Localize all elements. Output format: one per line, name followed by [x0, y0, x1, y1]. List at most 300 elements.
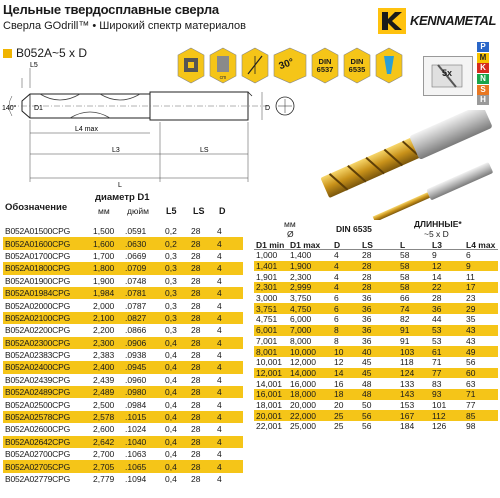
- cell-mm: 2,400: [93, 362, 115, 373]
- cell-d: 4: [217, 412, 222, 423]
- cell-l: 91: [400, 335, 410, 346]
- table-row: [3, 312, 243, 324]
- cell-ls: 28: [191, 387, 201, 398]
- cell-l: 118: [400, 357, 414, 368]
- cell-d1min: 3,751: [256, 303, 278, 314]
- cell-l4: 9: [466, 261, 471, 272]
- cell-d1min: 10,001: [256, 357, 282, 368]
- cell-l4: 85: [466, 410, 476, 421]
- cell-l: 74: [400, 303, 410, 314]
- cell-l5: 0,2: [165, 226, 177, 237]
- left-table-header: [3, 193, 243, 225]
- cell-ls: 28: [191, 263, 201, 274]
- cell-l3: 77: [432, 367, 442, 378]
- header-l5: L5: [166, 206, 177, 216]
- table-row: [3, 262, 243, 274]
- material-n: N: [477, 74, 489, 84]
- cell-mm: 2,779: [93, 474, 115, 484]
- cell-d: 4: [217, 250, 222, 261]
- page-header: [0, 0, 500, 44]
- cell-d: 4: [217, 312, 222, 323]
- cell-d1max: 2,999: [290, 282, 312, 293]
- table-row: [3, 324, 243, 336]
- cell-in: .0906: [125, 337, 147, 348]
- cell-l5: 0,3: [165, 300, 177, 311]
- cell-l5: 0,4: [165, 337, 177, 348]
- cell-in: .0630: [125, 238, 147, 249]
- cell-l5: 0,3: [165, 275, 177, 286]
- cell-l: 82: [400, 314, 410, 325]
- table-row: [3, 374, 243, 386]
- cell-l4: 56: [466, 357, 476, 368]
- cell-d1min: 4,751: [256, 314, 278, 325]
- cell-l4: 60: [466, 367, 476, 378]
- header-d: D: [219, 206, 226, 216]
- cell-d: 4: [217, 399, 222, 410]
- cell-mm: 2,642: [93, 436, 115, 447]
- table-row: [3, 398, 243, 410]
- cell-ls: 28: [191, 288, 201, 299]
- material-m: M: [477, 53, 489, 63]
- header-l: L: [400, 240, 406, 250]
- material-p: P: [477, 42, 489, 52]
- cell-d1min: 6,001: [256, 325, 278, 336]
- cell-l: 124: [400, 367, 415, 378]
- cell-d: 4: [217, 325, 222, 336]
- cell-l4: 71: [466, 389, 476, 400]
- header-diameter: диаметр D1: [95, 192, 150, 203]
- table-row: [254, 250, 498, 261]
- coolant-through-icon: [374, 46, 404, 84]
- cell-d1min: 1,401: [256, 261, 278, 272]
- cell-in: .0748: [125, 275, 147, 286]
- cell-code: B052A02439CPG: [5, 374, 70, 385]
- cell-l5: 0,4: [165, 436, 177, 447]
- cell-d: 14: [334, 367, 344, 378]
- cell-code: B052A01500CPG: [5, 226, 70, 237]
- cell-d: 4: [217, 350, 222, 361]
- cell-in: .1094: [125, 474, 147, 484]
- cell-d: 4: [217, 263, 222, 274]
- cell-l5: 0,4: [165, 387, 177, 398]
- brand-logo: [378, 8, 498, 34]
- cell-l5: 0,4: [165, 424, 177, 435]
- right-table-header: [254, 218, 498, 240]
- cell-ls: 28: [191, 300, 201, 311]
- header-mm-right: мм: [284, 219, 296, 229]
- yellow-square-icon: [3, 49, 12, 58]
- cell-l4: 77: [466, 399, 476, 410]
- cell-d1min: 8,001: [256, 346, 278, 357]
- left-product-table: [3, 193, 243, 485]
- cell-d: 4: [217, 424, 222, 435]
- header-d1min: D1 min: [256, 240, 285, 250]
- cell-ls: 45: [362, 357, 372, 368]
- cell-ls: 40: [362, 346, 372, 357]
- header-d-right: D: [334, 240, 341, 250]
- cell-l: 184: [400, 421, 415, 432]
- cell-ls: 28: [191, 325, 201, 336]
- table-row: [254, 336, 498, 347]
- cell-mm: 2,439: [93, 374, 115, 385]
- table-row: [254, 389, 498, 400]
- cell-l: 58: [400, 261, 410, 272]
- cell-d1min: 22,001: [256, 421, 282, 432]
- point-angle-text: 140°: [2, 105, 17, 112]
- table-row: [3, 349, 243, 361]
- cell-l3: 9: [432, 250, 437, 261]
- brand-name: KENNAMETAL: [410, 13, 497, 28]
- cell-l5: 0,4: [165, 412, 177, 423]
- cell-ls: 56: [362, 410, 372, 421]
- cell-mm: 2,489: [93, 387, 115, 398]
- d-label: D: [265, 105, 271, 112]
- cell-d1max: 1,900: [290, 261, 312, 272]
- cell-ls: 28: [362, 250, 372, 261]
- right-dimension-table: [254, 218, 498, 432]
- cell-d1min: 12,001: [256, 367, 282, 378]
- cell-code: B052A01800CPG: [5, 263, 70, 274]
- cell-mm: 2,100: [93, 312, 115, 323]
- table-row: [3, 237, 243, 249]
- cell-in: .0866: [125, 325, 147, 336]
- cell-ls: 50: [362, 399, 372, 410]
- header-d1max: D1 max: [290, 240, 321, 250]
- cell-d: 20: [334, 399, 344, 410]
- cell-d: 4: [217, 461, 222, 472]
- cell-d1max: 25,000: [290, 421, 316, 432]
- cell-mm: 2,600: [93, 424, 115, 435]
- cell-l3: 28: [432, 293, 442, 304]
- table-row: [254, 325, 498, 336]
- cell-d: 4: [217, 288, 222, 299]
- cell-l: 153: [400, 399, 415, 410]
- cell-d1max: 1,400: [290, 250, 312, 261]
- header-ls-right: LS: [362, 240, 373, 250]
- product-code: B052A~5 x D: [16, 46, 88, 60]
- cell-mm: 1,500: [93, 226, 115, 237]
- header-mm: мм: [98, 206, 110, 216]
- cell-in: .0980: [125, 387, 147, 398]
- cell-d: 6: [334, 293, 339, 304]
- cell-mm: 1,600: [93, 238, 115, 249]
- cell-in: .0938: [125, 350, 147, 361]
- cell-ls: 56: [362, 421, 372, 432]
- cell-ls: 36: [362, 303, 372, 314]
- cell-l5: 0,3: [165, 250, 177, 261]
- cell-l: 91: [400, 325, 410, 336]
- header-inch: дюйм: [127, 206, 149, 216]
- cell-ls: 28: [362, 271, 372, 282]
- cell-l4: 43: [466, 335, 476, 346]
- cell-ls: 28: [191, 461, 201, 472]
- table-row: [3, 460, 243, 472]
- din-6537-label: DIN 6537: [310, 46, 340, 84]
- cell-d1max: 3,750: [290, 293, 312, 304]
- cell-l3: 93: [432, 389, 442, 400]
- cell-code: B052A02200CPG: [5, 325, 70, 336]
- material-groups: [421, 42, 497, 106]
- cell-d1min: 2,301: [256, 282, 278, 293]
- cell-d: 4: [217, 387, 222, 398]
- cell-mm: 2,300: [93, 337, 115, 348]
- header-long-ratio: ~5 x D: [424, 229, 449, 239]
- cell-d: 4: [217, 449, 222, 460]
- cell-l3: 53: [432, 335, 442, 346]
- header-ls: LS: [193, 206, 205, 216]
- cell-l: 167: [400, 410, 415, 421]
- cell-l: 58: [400, 271, 410, 282]
- cell-mm: 1,700: [93, 250, 115, 261]
- cell-d1max: 18,000: [290, 389, 316, 400]
- l5-label: L5: [30, 62, 38, 69]
- material-k: K: [477, 63, 489, 73]
- cell-mm: 2,700: [93, 449, 115, 460]
- l4-label: L4 max: [75, 126, 98, 133]
- drill-drawing: [0, 58, 300, 188]
- cell-d1min: 20,001: [256, 410, 282, 421]
- cell-d: 6: [334, 314, 339, 325]
- cell-mm: 1,800: [93, 263, 115, 274]
- cell-ls: 48: [362, 378, 372, 389]
- cell-l4: 98: [466, 421, 476, 432]
- cell-in: .0960: [125, 374, 147, 385]
- cell-d: 4: [217, 436, 222, 447]
- table-row: [254, 421, 498, 432]
- cell-in: .0984: [125, 399, 147, 410]
- cell-in: .0827: [125, 312, 147, 323]
- cell-d: 16: [334, 378, 344, 389]
- table-row: [3, 361, 243, 373]
- cell-code: B052A01984CPG: [5, 288, 70, 299]
- cell-l5: 0,4: [165, 461, 177, 472]
- table-row: [254, 314, 498, 325]
- cell-l3: 12: [432, 261, 442, 272]
- ls-label: LS: [200, 147, 209, 154]
- table-row: [254, 303, 498, 314]
- table-row: [3, 275, 243, 287]
- cell-l5: 0,3: [165, 312, 177, 323]
- cell-code: B052A02600CPG: [5, 424, 70, 435]
- cell-l3: 71: [432, 357, 442, 368]
- cell-code: B052A02000CPG: [5, 300, 70, 311]
- cell-l5: 0,2: [165, 238, 177, 249]
- cell-d1min: 7,001: [256, 335, 278, 346]
- cell-d: 4: [217, 226, 222, 237]
- cell-ls: 28: [362, 282, 372, 293]
- cell-in: .1024: [125, 424, 147, 435]
- cell-ls: 28: [191, 374, 201, 385]
- cell-ls: 28: [191, 449, 201, 460]
- cell-ls: 28: [191, 424, 201, 435]
- cell-ls: 28: [191, 412, 201, 423]
- cell-d: 10: [334, 346, 344, 357]
- cell-mm: 2,000: [93, 300, 115, 311]
- cell-l5: 0,4: [165, 399, 177, 410]
- material-s: S: [477, 85, 489, 95]
- cell-code: B052A02383CPG: [5, 350, 70, 361]
- table-row: [3, 436, 243, 448]
- cell-in: .0787: [125, 300, 147, 311]
- cell-l: 66: [400, 293, 410, 304]
- cell-l5: 0,4: [165, 362, 177, 373]
- cell-l3: 112: [432, 410, 446, 421]
- cell-l3: 83: [432, 378, 442, 389]
- cell-d: 6: [334, 303, 339, 314]
- cell-ls: 28: [191, 275, 201, 286]
- cell-d1min: 14,001: [256, 378, 282, 389]
- d1-label: D1: [34, 105, 43, 112]
- cell-d: 8: [334, 325, 339, 336]
- table-row: [254, 282, 498, 293]
- cell-l5: 0,3: [165, 325, 177, 336]
- cell-l4: 6: [466, 250, 471, 261]
- cell-d1max: 4,750: [290, 303, 312, 314]
- cell-ls: 28: [191, 312, 201, 323]
- cell-d1max: 12,000: [290, 357, 316, 368]
- cell-l: 133: [400, 378, 415, 389]
- cell-code: B052A02489CPG: [5, 387, 70, 398]
- table-row: [254, 400, 498, 411]
- cell-ls: 28: [191, 436, 201, 447]
- table-row: [3, 386, 243, 398]
- cell-d: 4: [334, 282, 339, 293]
- table-row: [254, 271, 498, 282]
- cell-ls: 45: [362, 367, 372, 378]
- cell-l3: 53: [432, 325, 442, 336]
- table-row: [3, 225, 243, 237]
- cell-l4: 29: [466, 303, 476, 314]
- material-letter-stack: [477, 42, 489, 106]
- cell-l4: 11: [466, 271, 475, 282]
- table-row: [3, 423, 243, 435]
- cell-in: .1040: [125, 436, 147, 447]
- din-6535-label: DIN 6535: [342, 46, 372, 84]
- header-din: DIN 6535: [336, 224, 372, 234]
- cell-d1max: 2,300: [290, 271, 312, 282]
- cell-ls: 48: [362, 389, 372, 400]
- cell-in: .0709: [125, 263, 147, 274]
- l-label: L: [118, 182, 122, 188]
- cell-l5: 0,3: [165, 288, 177, 299]
- table-row: [3, 337, 243, 349]
- right-table-body: [254, 250, 498, 432]
- table-row: [254, 410, 498, 421]
- cell-code: B052A02500CPG: [5, 399, 70, 410]
- cell-code: B052A02705CPG: [5, 461, 70, 472]
- cell-in: .1063: [125, 449, 147, 460]
- cell-d: 25: [334, 421, 344, 432]
- cell-code: B052A02779CPG: [5, 474, 70, 484]
- cell-mm: 2,500: [93, 399, 115, 410]
- kennametal-logo-icon: [378, 8, 406, 34]
- table-row: [254, 378, 498, 389]
- cell-mm: 2,578: [93, 412, 115, 423]
- cell-l4: 17: [466, 282, 476, 293]
- cell-code: B052A02642CPG: [5, 436, 70, 447]
- cell-code: B052A02700CPG: [5, 449, 70, 460]
- cell-d: 4: [217, 474, 222, 484]
- table-row: [254, 368, 498, 379]
- table-row: [3, 411, 243, 423]
- table-row: [3, 448, 243, 460]
- cell-ls: 36: [362, 325, 372, 336]
- cell-d1min: 16,001: [256, 389, 282, 400]
- cell-ls: 28: [362, 261, 372, 272]
- cell-l4: 63: [466, 378, 476, 389]
- cell-d1max: 16,000: [290, 378, 316, 389]
- cell-l: 58: [400, 282, 410, 293]
- table-row: [3, 287, 243, 299]
- cell-l5: 0,3: [165, 263, 177, 274]
- cell-l: 58: [400, 250, 410, 261]
- cell-mm: 2,383: [93, 350, 115, 361]
- cell-l4: 43: [466, 325, 476, 336]
- cell-mm: 2,705: [93, 461, 115, 472]
- cell-code: B052A02300CPG: [5, 337, 70, 348]
- cell-ls: 28: [191, 250, 201, 261]
- cell-l: 143: [400, 389, 415, 400]
- cell-in: .0781: [125, 288, 147, 299]
- cell-ls: 28: [191, 350, 201, 361]
- cell-l3: 22: [432, 282, 442, 293]
- cell-code: B052A02100CPG: [5, 312, 70, 323]
- table-row: [3, 473, 243, 485]
- cell-in: .0591: [125, 226, 147, 237]
- cell-code: B052A02400CPG: [5, 362, 70, 373]
- cell-d1max: 20,000: [290, 399, 316, 410]
- table-row: [3, 250, 243, 262]
- cell-l4: 49: [466, 346, 476, 357]
- cell-d: 4: [217, 300, 222, 311]
- cell-code: B052A01700CPG: [5, 250, 70, 261]
- cell-in: .1065: [125, 461, 147, 472]
- header-l3: L3: [432, 240, 442, 250]
- right-table-subheader: [254, 240, 498, 250]
- table-row: [3, 299, 243, 311]
- cell-d: 12: [334, 357, 344, 368]
- cell-l3: 61: [432, 346, 442, 357]
- cell-d1max: 7,000: [290, 325, 312, 336]
- cell-ls: 28: [191, 238, 201, 249]
- cell-mm: 2,200: [93, 325, 115, 336]
- cell-d1max: 22,000: [290, 410, 316, 421]
- cell-d1max: 10,000: [290, 346, 316, 357]
- cell-l4: 23: [466, 293, 476, 304]
- cell-ls: 28: [191, 226, 201, 237]
- table-row: [254, 293, 498, 304]
- cell-code: B052A01900CPG: [5, 275, 70, 286]
- cell-in: .1015: [125, 412, 147, 423]
- table-row: [254, 357, 498, 368]
- header-designation: Обозначение: [5, 202, 68, 213]
- cell-ls: 36: [362, 293, 372, 304]
- cell-d: 4: [217, 374, 222, 385]
- cell-l3: 126: [432, 421, 447, 432]
- cell-l5: 0,4: [165, 474, 177, 484]
- cell-ls: 36: [362, 335, 372, 346]
- cell-d1min: 1,901: [256, 271, 278, 282]
- cell-d: 18: [334, 389, 344, 400]
- cell-d1min: 1,000: [256, 250, 278, 261]
- page-title: Цельные твердосплавные сверла: [3, 2, 219, 17]
- cell-ls: 28: [191, 337, 201, 348]
- cell-l5: 0,4: [165, 449, 177, 460]
- cell-mm: 1,984: [93, 288, 115, 299]
- cell-l3: 101: [432, 399, 447, 410]
- cell-l3: 14: [432, 271, 442, 282]
- header-l4: L4 max: [466, 240, 496, 250]
